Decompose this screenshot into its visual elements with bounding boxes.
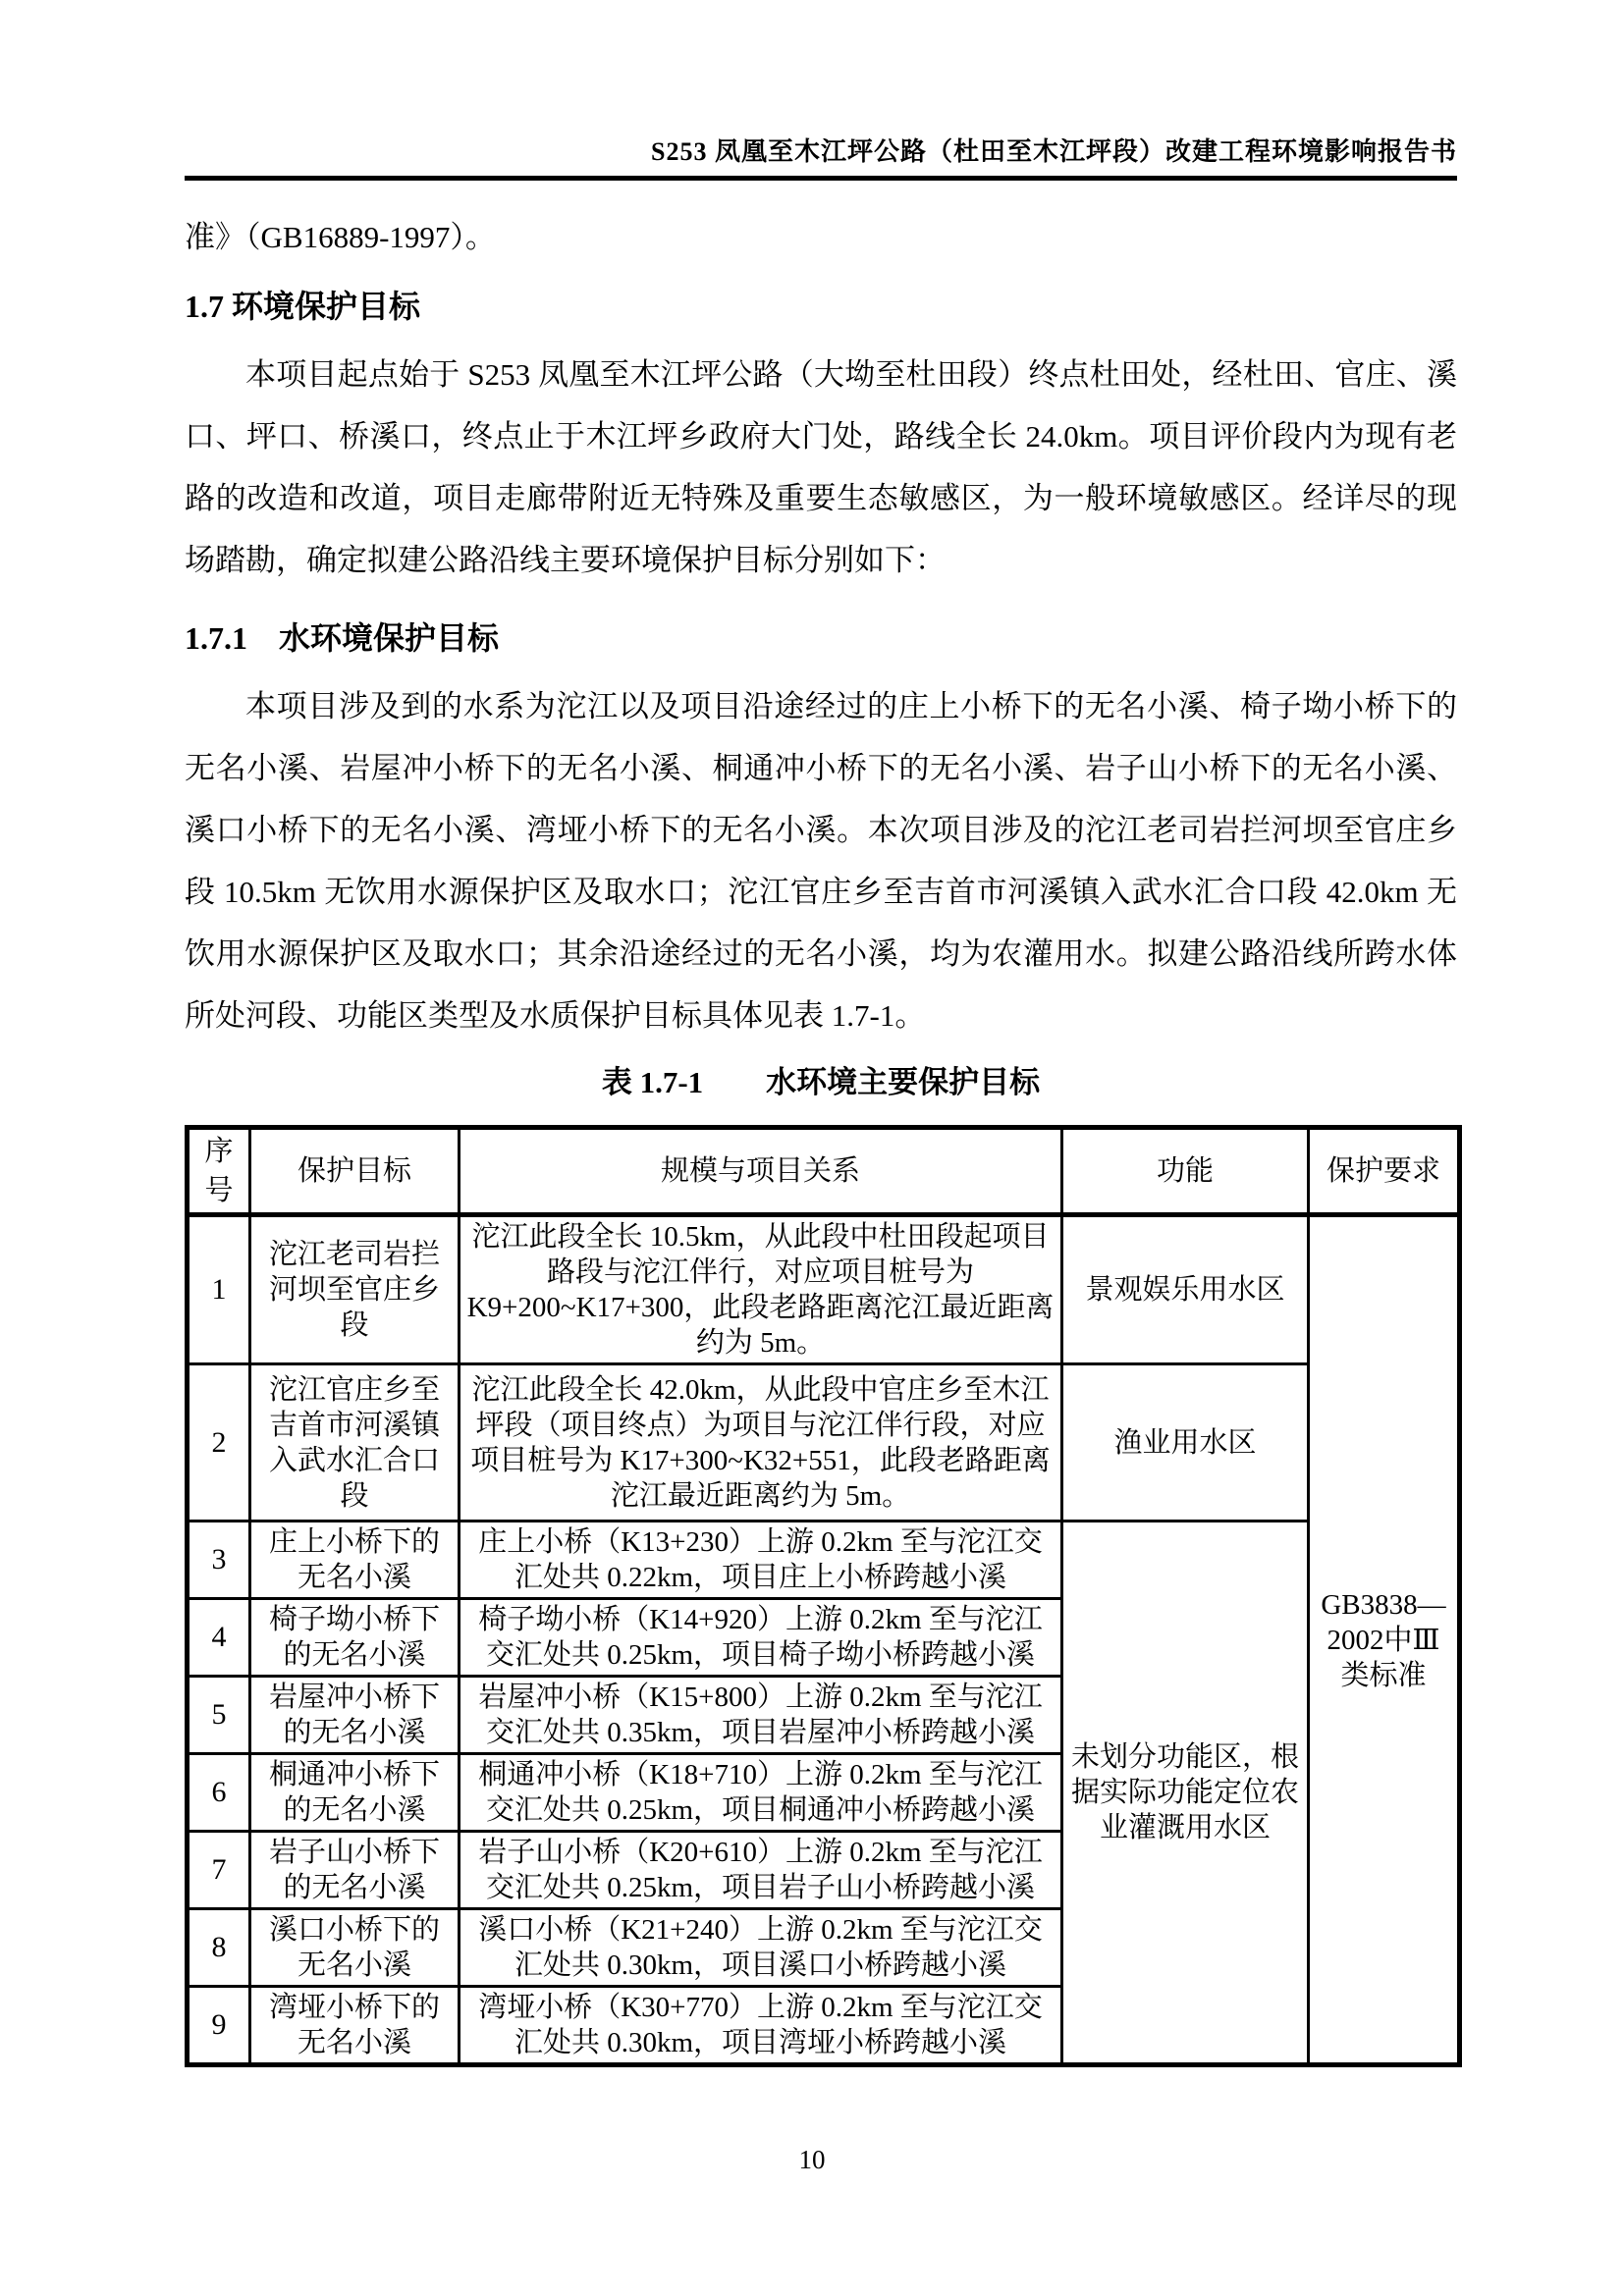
- page-number: 10: [798, 2145, 826, 2174]
- cell-relation: 椅子坳小桥（K14+920）上游 0.2km 至与沱江交汇处共 0.25km，项目椅子坳小桥跨越小溪: [460, 1599, 1062, 1677]
- cell-target: 岩屋冲小桥下的无名小溪: [250, 1677, 460, 1754]
- water-protection-targets-table: [185, 1125, 1462, 2067]
- cell-function: 景观娱乐用水区: [1062, 1215, 1309, 1364]
- cell-relation: 溪口小桥（K21+240）上游 0.2km 至与沱江交汇处共 0.30km，项目溪口小桥跨越小溪: [460, 1909, 1062, 1987]
- cell-seq: 6: [188, 1754, 250, 1832]
- cell-seq: 8: [188, 1909, 250, 1987]
- section-heading-1-7-1: 1.7.1 水环境保护目标: [185, 620, 500, 656]
- page-content: [185, 0, 1457, 2067]
- cell-relation: 沱江此段全长 42.0km，从此段中官庄乡至木江坪段（项目终点）为项目与沱江伴行段，对应项目桩号为 K17+300~K32+551，此段老路距离沱江最近距离约为 5m。: [460, 1364, 1062, 1522]
- table-row: [188, 1522, 1460, 1599]
- table-header-row: [188, 1128, 1460, 1215]
- header-rule: [185, 176, 1457, 181]
- cell-target: 溪口小桥下的无名小溪: [250, 1909, 460, 1987]
- cell-target: 岩子山小桥下的无名小溪: [250, 1832, 460, 1909]
- table-row: [188, 1215, 1460, 1364]
- cell-target: 沱江官庄乡至吉首市河溪镇入武水汇合口段: [250, 1364, 460, 1522]
- paragraph-project-overview: 本项目起点始于 S253 凤凰至木江坪公路（大坳至杜田段）终点杜田处，经杜田、官庄、溪口、坪口、桥溪口，终点止于木江坪乡政府大门处，路线全长 24.0km。项目评价段内为现有老路的改造和改道，项目走廊带附近无特殊及重要生态敏感区，为一般环境敏感区。经详尽的现场踏勘，确定拟建公路沿线主要环境保护目标分别如下：: [185, 357, 1457, 577]
- cell-seq: 2: [188, 1364, 250, 1522]
- paragraph-water-systems: 本项目涉及到的水系为沱江以及项目沿途经过的庄上小桥下的无名小溪、椅子坳小桥下的无名小溪、岩屋冲小桥下的无名小溪、桐通冲小桥下的无名小溪、岩子山小桥下的无名小溪、溪口小桥下的无名小溪、湾垭小桥下的无名小溪。本次项目涉及的沱江老司岩拦河坝至官庄乡段 10.5km 无饮用水源保护区及取水口；沱江官庄乡至吉首市河溪镇入武水汇合口段 42.0km 无饮用水源保护区及取水口；其余沿途经过的无名小溪，均为农灌用水。拟建公路沿线所跨水体所处河段、功能区类型及水质保护目标具体见表 1.7-1。: [185, 689, 1457, 1033]
- cell-requirement-merged: GB3838—2002中Ⅲ类标准: [1309, 1215, 1460, 2065]
- cell-relation: 岩屋冲小桥（K15+800）上游 0.2km 至与沱江交汇处共 0.35km，项目岩屋冲小桥跨越小溪: [460, 1677, 1062, 1754]
- cell-seq: 3: [188, 1522, 250, 1599]
- cell-relation: 庄上小桥（K13+230）上游 0.2km 至与沱江交汇处共 0.22km，项目庄上小桥跨越小溪: [460, 1522, 1062, 1599]
- header-seq: 序号: [188, 1128, 250, 1215]
- table-caption-label: 表 1.7-1: [601, 1065, 704, 1099]
- paragraph-continuation: 准》（GB16889-1997）。: [185, 220, 496, 254]
- header-requirement: 保护要求: [1309, 1128, 1460, 1215]
- cell-relation: 湾垭小桥（K30+770）上游 0.2km 至与沱江交汇处共 0.30km，项目湾垭小桥跨越小溪: [460, 1987, 1062, 2065]
- header-target: 保护目标: [250, 1128, 460, 1215]
- header-function: 功能: [1062, 1128, 1309, 1215]
- cell-target: 沱江老司岩拦河坝至官庄乡段: [250, 1215, 460, 1364]
- cell-seq: 4: [188, 1599, 250, 1677]
- running-header-title: S253 凤凰至木江坪公路（杜田至木江坪段）改建工程环境影响报告书: [651, 137, 1457, 166]
- cell-relation: 桐通冲小桥（K18+710）上游 0.2km 至与沱江交汇处共 0.25km，项目桐通冲小桥跨越小溪: [460, 1754, 1062, 1832]
- table-caption-title: 水环境主要保护目标: [766, 1065, 1041, 1099]
- cell-target: 湾垭小桥下的无名小溪: [250, 1987, 460, 2065]
- table-row: [188, 1364, 1460, 1522]
- cell-relation: 沱江此段全长 10.5km，从此段中杜田段起项目路段与沱江伴行，对应项目桩号为 K9+200~K17+300，此段老路距离沱江最近距离约为 5m。: [460, 1215, 1062, 1364]
- section-heading-1-7: 1.7 环境保护目标: [185, 289, 421, 324]
- cell-relation: 岩子山小桥（K20+610）上游 0.2km 至与沱江交汇处共 0.25km，项目岩子山小桥跨越小溪: [460, 1832, 1062, 1909]
- cell-function-merged: 未划分功能区，根据实际功能定位农业灌溉用水区: [1062, 1522, 1309, 2065]
- cell-target: 桐通冲小桥下的无名小溪: [250, 1754, 460, 1832]
- table-caption: [185, 1062, 1457, 1103]
- cell-target: 庄上小桥下的无名小溪: [250, 1522, 460, 1599]
- cell-seq: 1: [188, 1215, 250, 1364]
- cell-seq: 5: [188, 1677, 250, 1754]
- cell-seq: 7: [188, 1832, 250, 1909]
- cell-seq: 9: [188, 1987, 250, 2065]
- header-relation: 规模与项目关系: [460, 1128, 1062, 1215]
- cell-target: 椅子坳小桥下的无名小溪: [250, 1599, 460, 1677]
- cell-function: 渔业用水区: [1062, 1364, 1309, 1522]
